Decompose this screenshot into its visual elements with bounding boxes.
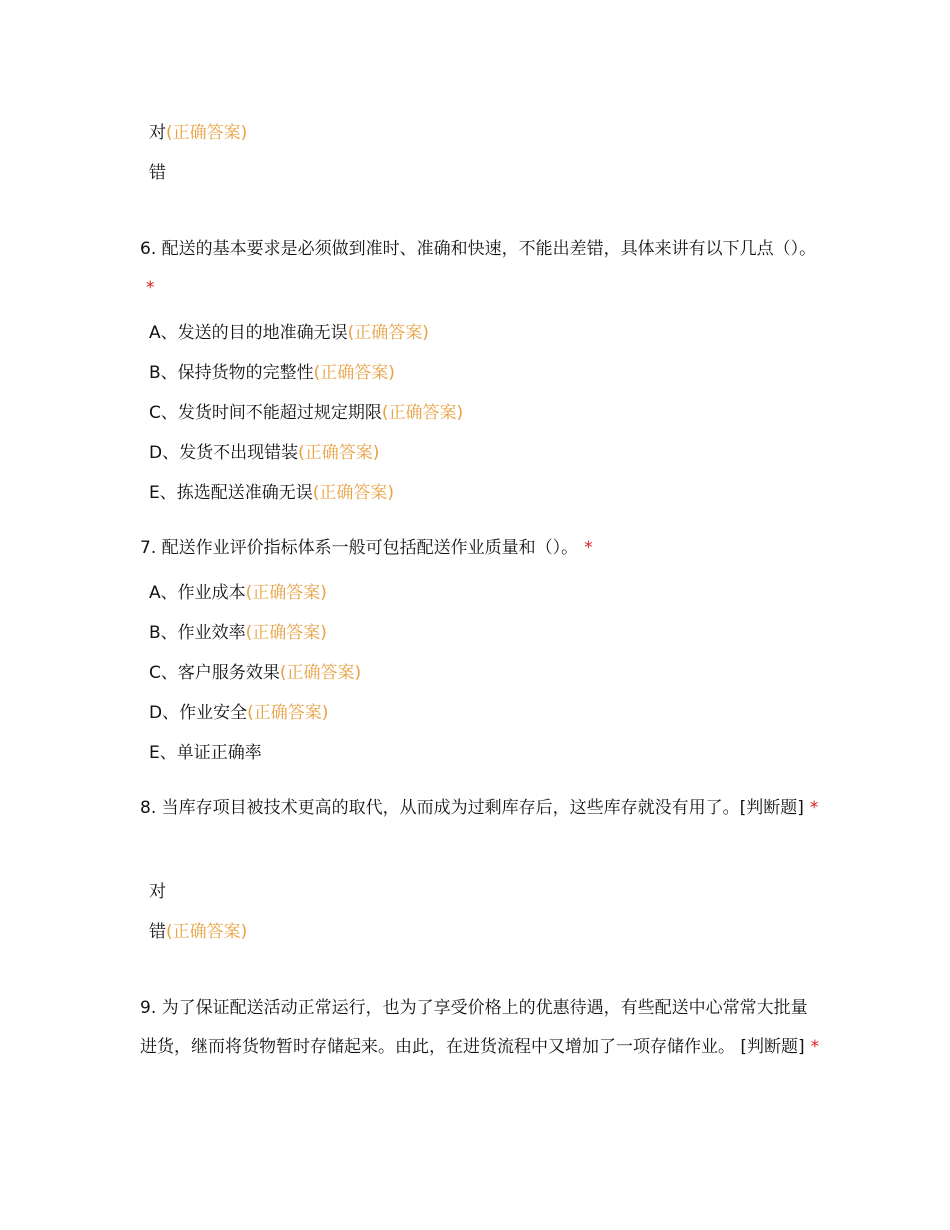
option-text: E、拣选配送准确无误 (149, 483, 313, 503)
correct-answer-tag: (正确答案) (245, 623, 327, 643)
required-marker: * (146, 278, 155, 298)
q7-option-e[interactable] (149, 741, 262, 765)
q8-option-1[interactable] (149, 880, 166, 904)
q6-option-a[interactable] (149, 321, 429, 345)
required-marker: * (810, 1037, 820, 1057)
correct-answer-tag: (正确答案) (245, 583, 327, 603)
q6-option-e[interactable] (149, 481, 394, 505)
q6-option-b[interactable] (149, 361, 395, 385)
option-text: 错 (149, 922, 166, 942)
required-marker: * (809, 798, 819, 818)
option-text: E、单证正确率 (149, 743, 262, 763)
q6-option-c[interactable] (149, 401, 463, 425)
option-text: C、客户服务效果 (149, 663, 280, 683)
question-6 (140, 230, 820, 308)
option-text: B、作业效率 (149, 623, 246, 643)
correct-answer-tag: (正确答案) (381, 403, 464, 423)
q6-option-d[interactable] (149, 441, 379, 465)
option-text: B、保持货物的完整性 (149, 363, 314, 383)
correct-answer-tag: (正确答案) (347, 323, 429, 343)
q7-option-a[interactable] (149, 581, 327, 605)
correct-answer-tag: (正确答案) (166, 123, 248, 143)
question-text: 9. 为了保证配送活动正常运行，也为了享受价格上的优惠待遇，有些配送中心常常大批量进货，继而将货物暂时存储起来。由此，在进货流程中又增加了一项存储作业。 [判断题] (140, 998, 808, 1057)
question-text: 6. 配送的基本要求是必须做到准时、准确和快速，不能出差错，具体来讲有以下几点（）。 (140, 239, 817, 259)
question-9 (140, 989, 820, 1067)
q7-option-c[interactable] (149, 661, 361, 685)
option-text: 对 (149, 882, 166, 902)
option-text: D、作业安全 (149, 703, 248, 723)
correct-answer-tag: (正确答案) (279, 663, 362, 683)
option-text: A、发送的目的地准确无误 (149, 323, 348, 343)
correct-answer-tag: (正确答案) (166, 922, 248, 942)
question-text: 7. 配送作业评价指标体系一般可包括配送作业质量和（）。 (140, 538, 579, 558)
q7-option-b[interactable] (149, 621, 327, 645)
correct-answer-tag: (正确答案) (313, 363, 395, 383)
option-text: 错 (149, 163, 166, 183)
q8-option-2[interactable] (149, 920, 247, 944)
correct-answer-tag: (正确答案) (247, 703, 329, 723)
q7-option-d[interactable] (149, 701, 328, 725)
option-text: C、发货时间不能超过规定期限 (149, 403, 382, 423)
question-8 (140, 789, 820, 828)
correct-answer-tag: (正确答案) (298, 443, 380, 463)
option-text: D、发货不出现错装 (149, 443, 299, 463)
question-7 (140, 529, 820, 568)
question-text: 8. 当库存项目被技术更高的取代，从而成为过剩库存后，这些库存就没有用了。[判断题] (140, 798, 804, 818)
q5-option-2[interactable] (149, 161, 166, 185)
option-text: A、作业成本 (149, 583, 246, 603)
required-marker: * (584, 538, 593, 558)
option-text: 对 (149, 123, 166, 143)
q5-option-1[interactable] (149, 121, 247, 145)
correct-answer-tag: (正确答案) (312, 483, 395, 503)
